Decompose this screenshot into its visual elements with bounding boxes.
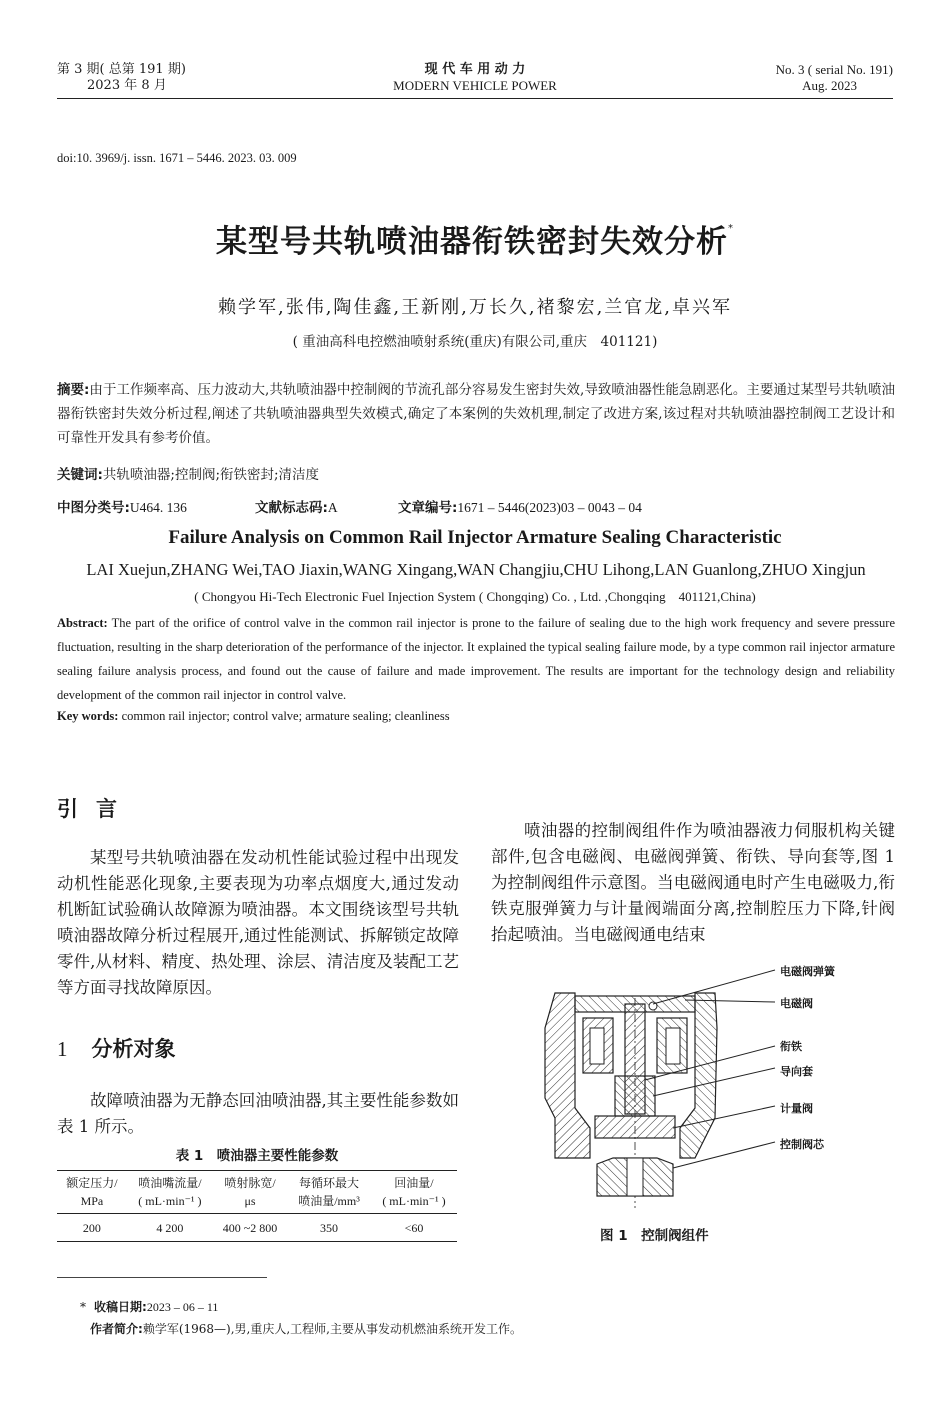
doc-code-value: A	[327, 500, 338, 515]
english-keywords	[57, 709, 450, 724]
title-footnote-mark: *	[728, 222, 734, 234]
abstract-cn-label: 摘要:	[57, 382, 90, 398]
metering-valve	[595, 1116, 675, 1138]
table1-cell: 200	[57, 1214, 127, 1242]
issue-number-en: No. 3 ( serial No. 191)	[775, 62, 893, 77]
affiliation: ( 重油高科电控燃油喷射系统(重庆)有限公司,重庆 401121)	[292, 334, 658, 350]
label-guide-sleeve: 导向套	[780, 1065, 813, 1078]
table1-cell: 4 200	[127, 1214, 213, 1242]
footnote-received	[80, 1298, 218, 1315]
table1-header: 喷射脉宽/ μs	[213, 1171, 287, 1214]
keywords-cn	[57, 463, 319, 483]
english-abstract	[57, 611, 895, 707]
clc-label: 中图分类号:	[57, 500, 130, 516]
table1-cell: 350	[287, 1214, 371, 1242]
doc-code-label: 文献标志码:	[255, 500, 328, 516]
english-authors: LAI Xuejun,ZHANG Wei,TAO Jiaxin,WANG Xingang,WAN Changjiu,CHU Lihong,LAN Guanlong,ZHUO Xingjun	[86, 560, 866, 579]
clc-value: U464. 136	[129, 500, 187, 515]
table1-cell: <60	[371, 1214, 457, 1242]
label-armature: 衔铁	[780, 1040, 802, 1053]
footnote-mark: *	[80, 1300, 86, 1314]
paper-title	[0, 216, 950, 261]
english-abstract-text: The part of the orifice of control valve in the common rail injector is prone to the failure of sealing due to the high work frequency and severe pressure fluctuation, resulting in the sharp deterioration of the performance of the injector. It explained the typical sealing failure mode, by a type common rail injector armature sealing failure analysis process, and found out the cause of failure and made improvement. The results are important for the technology design and reliability development of the common rail injector in control valve.	[57, 616, 895, 702]
table1-row	[57, 1214, 457, 1242]
section1-paragraph: 故障喷油器为无静态回油喷油器,其主要性能参数如表 1 所示。	[57, 1091, 459, 1136]
table1-cell: 400 ~2 800	[213, 1214, 287, 1242]
journal-issue-en	[776, 62, 893, 94]
label-metering-valve: 计量阀	[780, 1102, 813, 1115]
keywords-cn-label: 关键词:	[57, 467, 103, 483]
journal-name-cn: 现 代 车 用 动 力	[424, 62, 526, 77]
guide-sleeve	[615, 1076, 655, 1116]
journal-name-en: MODERN VEHICLE POWER	[393, 78, 557, 93]
clc-number	[57, 496, 187, 516]
received-date: 2023 – 06 – 11	[146, 1300, 219, 1314]
right-paragraph: 喷油器的控制阀组件作为喷油器液力伺服机构关键部件,包含电磁阀、电磁阀弹簧、衔铁、导向套等,图 1 为控制阀组件示意图。当电磁阀通电时产生电磁吸力,衔铁克服弹簧力与计量阀端面分离,控制腔压力下降,针阀抬起喷油。当电磁阀通电结束	[491, 821, 895, 944]
footnote-author	[90, 1320, 522, 1337]
section1-title: 分析对象	[91, 1037, 176, 1061]
english-title: Failure Analysis on Common Rail Injector Armature Sealing Characteristic	[168, 527, 782, 548]
intro-paragraph: 某型号共轨喷油器在发动机性能试验过程中出现发动机性能恶化现象,主要表现为功率点烟度大,通过发动机断缸试验确认故障源为喷油器。本文围绕该型号共轨喷油器故障分析过程展开,通过性能测试、拆解锁定故障零件,从材料、精度、热处理、涂层、清洁度及装配工艺等方面寻找故障原因。	[57, 848, 459, 997]
english-affiliation: ( Chongyou Hi-Tech Electronic Fuel Injection System ( Chongqing) Co. , Ltd. ,Chongqing 401121,China)	[194, 589, 756, 604]
section-intro-heading: 引言	[57, 797, 135, 821]
issue-number: 第 3 期( 总第 191 期)	[57, 62, 186, 77]
keywords-cn-text: 共轨喷油器;控制阀;衔铁密封;清洁度	[102, 467, 320, 483]
table1-header-row	[57, 1171, 457, 1214]
figure1-caption: 图 1 控制阀组件	[600, 1228, 709, 1244]
table1-header: 回油量/ ( mL·min⁻¹ )	[371, 1171, 457, 1214]
article-number	[398, 496, 642, 516]
english-keywords-text: common rail injector; control valve; armature sealing; cleanliness	[121, 709, 450, 723]
footnote-rule	[57, 1277, 267, 1278]
abstract-cn	[57, 378, 895, 450]
author-bio-text: 赖学军(1968—),男,重庆人,工程师,主要从事发动机燃油系统开发工作。	[142, 1322, 522, 1336]
label-control-spool: 控制阀芯	[780, 1138, 824, 1151]
english-keywords-label: Key words:	[57, 709, 119, 723]
abstract-cn-text: 由于工作频率高、压力波动大,共轨喷油器中控制阀的节流孔部分容易发生密封失效,导致喷油器性能急剧恶化。主要通过某型号共轨喷油器衔铁密封失效分析过程,阐述了共轨喷油器典型失效模式,确定了本案例的失效机理,制定了改进方案,该过程对共轨喷油器控制阀工艺设计和可靠性开发具有参考价值。	[57, 382, 895, 446]
received-label: 收稿日期:	[94, 1300, 147, 1314]
table1-caption: 表 1 喷油器主要性能参数	[175, 1148, 339, 1164]
section1-number: 1	[57, 1037, 68, 1061]
issue-date-en: Aug. 2023	[802, 78, 857, 93]
doi: doi:10. 3969/j. issn. 1671 – 5446. 2023. 03. 009	[57, 151, 297, 165]
issue-date: 2023 年 8 月	[87, 78, 167, 93]
label-solenoid-spring: 电磁阀弹簧	[780, 965, 835, 978]
table1-header: 额定压力/ MPa	[57, 1171, 127, 1214]
english-abstract-label: Abstract:	[57, 616, 108, 630]
section1-heading	[57, 1033, 176, 1063]
label-solenoid: 电磁阀	[780, 997, 813, 1010]
table1-header: 喷油嘴流量/ ( mL·min⁻¹ )	[127, 1171, 213, 1214]
coil-window-left	[590, 1028, 604, 1064]
authors: 赖学军,张伟,陶佳鑫,王新刚,万长久,褚黎宏,兰官龙,卓兴军	[217, 297, 733, 318]
table1-header: 每循环最大 喷油量/mm³	[287, 1171, 371, 1214]
article-number-value: 1671 – 5446(2023)03 – 0043 – 04	[457, 500, 642, 515]
spool-bore	[627, 1158, 643, 1196]
table1	[57, 1170, 457, 1242]
coil-window-right	[666, 1028, 680, 1064]
paper-title-text: 某型号共轨喷油器衔铁密封失效分析	[216, 224, 728, 260]
author-bio-label: 作者简介:	[90, 1322, 143, 1336]
doc-code	[255, 496, 338, 516]
header-rule	[57, 98, 893, 99]
article-number-label: 文章编号:	[398, 500, 458, 516]
